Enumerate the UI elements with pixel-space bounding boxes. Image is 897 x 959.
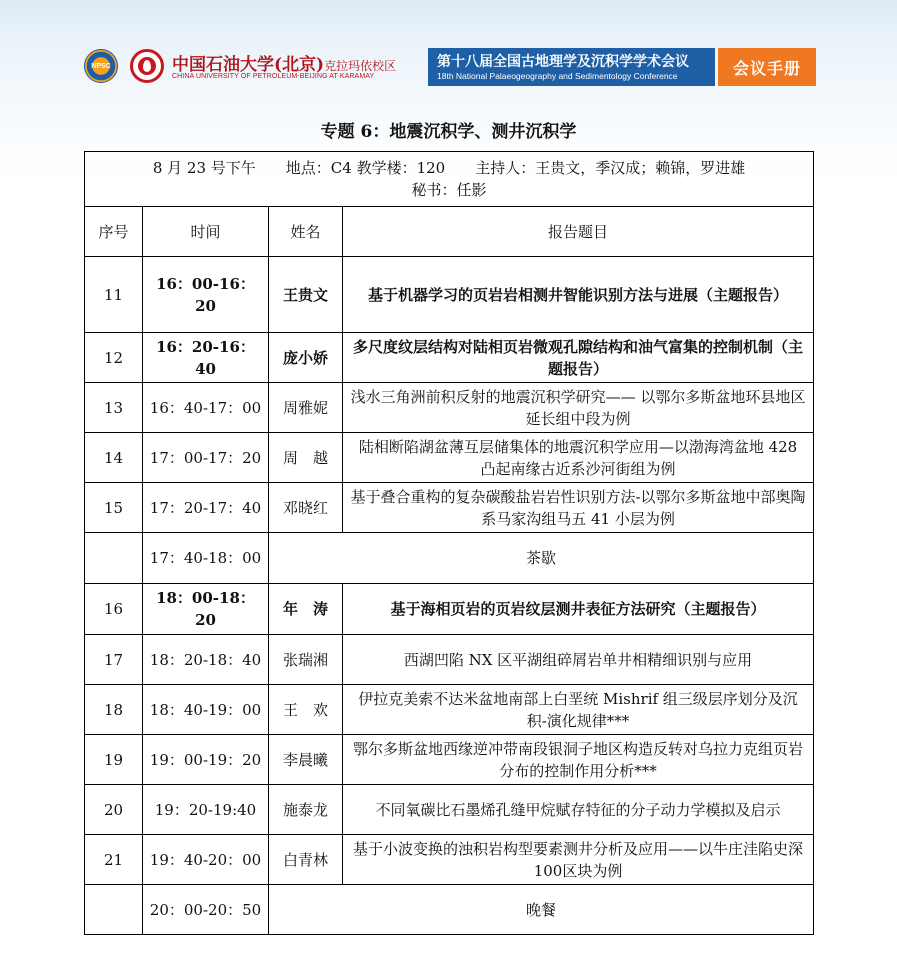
table-row <box>85 685 814 735</box>
row-topic: 多尺度纹层结构对陆相页岩微观孔隙结构和油气富集的控制机制（主题报告） <box>343 333 814 383</box>
row-number: 13 <box>85 383 143 433</box>
row-speaker: 周 越 <box>269 433 343 483</box>
table-row <box>85 333 814 383</box>
row-break-label: 茶歇 <box>269 533 814 584</box>
row-topic: 伊拉克美索不达米盆地南部上白垩统 Mishrif 组三级层序划分及沉积-演化规律*** <box>343 685 814 735</box>
table-row <box>85 257 814 333</box>
table-row <box>85 533 814 584</box>
row-speaker: 王 欢 <box>269 685 343 735</box>
row-speaker: 周雅妮 <box>269 383 343 433</box>
table-row <box>85 433 814 483</box>
row-topic: 鄂尔多斯盆地西缘逆冲带南段银洞子地区构造反转对乌拉力克组页岩分布的控制作用分析*** <box>343 735 814 785</box>
row-time: 19：20-19:40 <box>143 785 269 835</box>
table-row <box>85 584 814 635</box>
table-row <box>85 483 814 533</box>
university-name <box>172 50 396 75</box>
row-speaker: 白青林 <box>269 835 343 885</box>
table-header-row <box>85 207 814 257</box>
row-number: 11 <box>85 257 143 333</box>
conference-banner <box>428 48 715 86</box>
row-number: 15 <box>85 483 143 533</box>
row-number: 17 <box>85 635 143 685</box>
session-info-line1: 8 月 23 号下午 地点：C4 教学楼：120 主持人：王贵文，季汉成；赖锦，罗进雄 <box>152 159 746 177</box>
university-emblem-icon <box>130 49 164 83</box>
table-row <box>85 735 814 785</box>
row-time: 19：40-20：00 <box>143 835 269 885</box>
column-header-no: 序号 <box>85 207 143 257</box>
university-name-paren: (北京) <box>274 55 325 75</box>
table-row <box>85 635 814 685</box>
row-time: 19：00-19：20 <box>143 735 269 785</box>
conference-name-en: 18th National Palaeogeography and Sedimentology Conference <box>437 71 678 81</box>
row-topic: 基于叠合重构的复杂碳酸盐岩岩性识别方法-以鄂尔多斯盆地中部奥陶系马家沟组马五 41 小层为例 <box>343 483 814 533</box>
row-time: 18：00-18：20 <box>143 584 269 635</box>
manual-badge: 会议手册 <box>718 48 816 86</box>
row-speaker: 庞小娇 <box>269 333 343 383</box>
row-number: 12 <box>85 333 143 383</box>
table-row <box>85 785 814 835</box>
row-time: 18：20-18：40 <box>143 635 269 685</box>
session-info-line2: 秘书：任影 <box>411 181 487 199</box>
row-time: 17：20-17：40 <box>143 483 269 533</box>
npsc-logo-text: NPSC <box>91 62 111 70</box>
npsc-logo-icon <box>84 49 118 83</box>
university-campus: 克拉玛依校区 <box>324 59 397 73</box>
table-row <box>85 383 814 433</box>
row-topic: 基于小波变换的浊积岩构型要素测井分析及应用——以牛庄洼陷史深100区块为例 <box>343 835 814 885</box>
row-number <box>85 533 143 584</box>
row-time: 18：40-19：00 <box>143 685 269 735</box>
table-row <box>85 835 814 885</box>
row-time: 17：40-18：00 <box>143 533 269 584</box>
row-topic: 基于海相页岩的页岩纹层测井表征方法研究（主题报告） <box>343 584 814 635</box>
row-number: 16 <box>85 584 143 635</box>
conference-name-cn: 第十八届全国古地理学及沉积学学术会议 <box>437 54 689 70</box>
row-speaker: 李晨曦 <box>269 735 343 785</box>
row-topic: 基于机器学习的页岩岩相测井智能识别方法与进展（主题报告） <box>343 257 814 333</box>
row-topic: 不同氧碳比石墨烯孔缝甲烷赋存特征的分子动力学模拟及启示 <box>343 785 814 835</box>
row-topic: 浅水三角洲前积反射的地震沉积学研究—— 以鄂尔多斯盆地环县地区延长组中段为例 <box>343 383 814 433</box>
row-number: 18 <box>85 685 143 735</box>
university-name-en: CHINA UNIVERSITY OF PETROLEUM-BEIJING AT KARAMAY <box>172 73 375 80</box>
row-number: 20 <box>85 785 143 835</box>
university-name-cn: 中国石油大学 <box>172 55 274 75</box>
agenda-table <box>84 151 814 935</box>
row-topic: 西湖凹陷 NX 区平湖组碎屑岩单井相精细识别与应用 <box>343 635 814 685</box>
session-info-row <box>85 152 814 207</box>
row-time: 20：00-20：50 <box>143 885 269 935</box>
row-number <box>85 885 143 935</box>
row-number: 14 <box>85 433 143 483</box>
row-number: 19 <box>85 735 143 785</box>
row-topic: 陆相断陷湖盆薄互层储集体的地震沉积学应用—以渤海湾盆地 428 凸起南缘古近系沙河街组为例 <box>343 433 814 483</box>
row-number: 21 <box>85 835 143 885</box>
table-row <box>85 885 814 935</box>
row-time: 17：00-17：20 <box>143 433 269 483</box>
session-title: 专题 6：地震沉积学、测井沉积学 <box>320 122 577 142</box>
row-speaker: 年 涛 <box>269 584 343 635</box>
column-header-topic: 报告题目 <box>343 207 814 257</box>
row-speaker: 张瑞湘 <box>269 635 343 685</box>
session-info <box>85 152 814 207</box>
row-speaker: 施泰龙 <box>269 785 343 835</box>
row-time: 16：00-16：20 <box>143 257 269 333</box>
column-header-time: 时间 <box>143 207 269 257</box>
row-speaker: 王贵文 <box>269 257 343 333</box>
row-time: 16：40-17：00 <box>143 383 269 433</box>
row-time: 16：20-16：40 <box>143 333 269 383</box>
row-break-label: 晚餐 <box>269 885 814 935</box>
column-header-name: 姓名 <box>269 207 343 257</box>
row-speaker: 邓晓红 <box>269 483 343 533</box>
page-header <box>0 0 897 100</box>
